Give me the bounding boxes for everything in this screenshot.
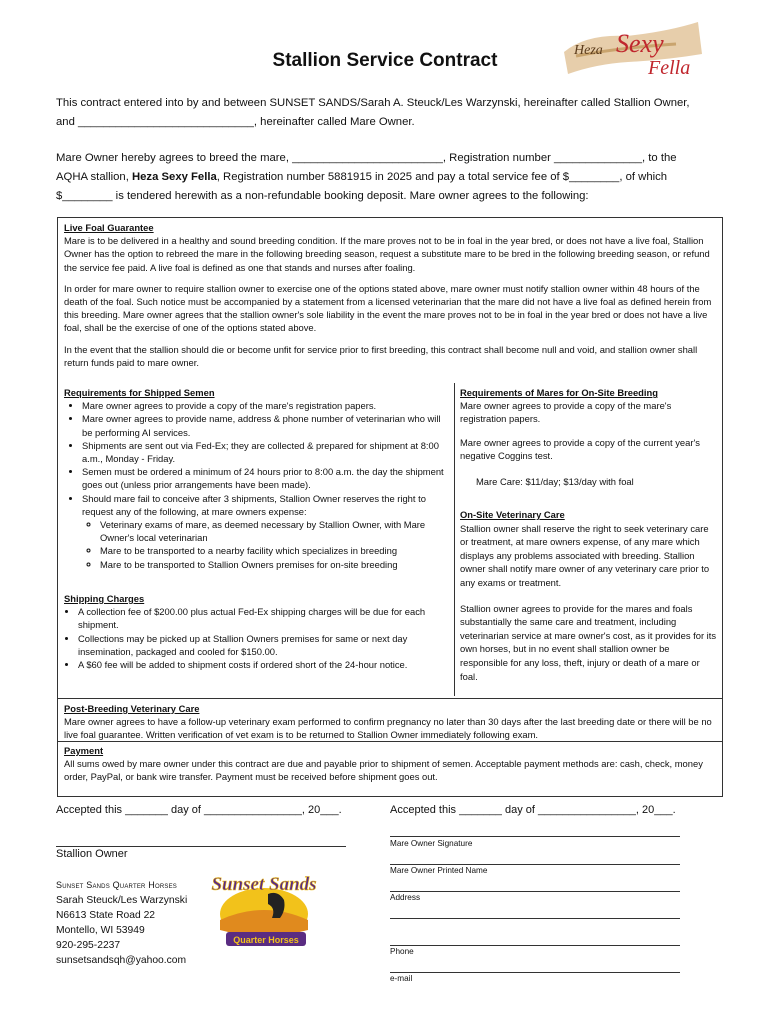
post-breeding-heading: Post-Breeding Veterinary Care	[64, 703, 200, 714]
intro-line: and ____________________________, hereinafter called Mare Owner.	[56, 116, 415, 128]
intro-paragraph-1	[56, 94, 736, 132]
intro-paragraph-2	[56, 149, 736, 206]
owner-names: Sarah Steuck/Les Warzynski	[56, 895, 188, 906]
intro-line: Mare Owner hereby agrees to breed the mare, ________________________, Registration number ______________, to the	[56, 152, 677, 164]
live-foal-text: Mare is to be delivered in a healthy and sound breeding condition. If the mare proves not to be in foal in the year bred, or does not have a live foal, Stallion Owner has the option to rebreed the mare in the following breeding season, request a substitute mare to be bred in the following breeding season, or refund the service fee paid. A live foal is defined as one that stands and nurses after foaling.	[64, 235, 710, 273]
mare-owner-printed-label: Mare Owner Printed Name	[390, 866, 488, 875]
intro-text: , Registration number 5881915 in 2025 and pay a total service fee of $________, of which	[216, 171, 668, 183]
sub-list-item: ◦ Mare to be transported to a nearby facility which specializes in breeding	[100, 544, 448, 557]
stallion-owner-label: Stallion Owner	[56, 848, 128, 860]
phone-line[interactable]	[390, 945, 680, 946]
accepted-date-left: Accepted this _______ day of ________________, 20___.	[56, 804, 342, 816]
owner-city: Montello, WI 53949	[56, 925, 145, 936]
onsite-mares-text: Mare owner agrees to provide a copy of the mare's registration papers.	[460, 400, 672, 425]
onsite-vet-section	[460, 508, 718, 683]
phone-label: Phone	[390, 947, 414, 956]
list-item: • Collections may be picked up at Stallion Owners premises for same or next day insemination, packaged and cooled for $150.00.	[78, 632, 448, 658]
address-line-2[interactable]	[390, 918, 680, 919]
section-divider	[58, 698, 722, 699]
heza-sexy-fella-logo	[556, 14, 706, 84]
shipping-charges-section	[64, 592, 448, 671]
onsite-mares-heading: Requirements of Mares for On-Site Breeding	[460, 387, 658, 398]
intro-line	[56, 168, 736, 187]
intro-line: This contract entered into by and between SUNSET SANDS/Sarah A. Steuck/Les Warzynski, hereinafter called Stallion Owner,	[56, 97, 690, 109]
svg-text:Heza: Heza	[574, 43, 603, 58]
svg-text:Sunset Sands: Sunset Sands	[211, 874, 317, 895]
address-line[interactable]	[390, 891, 680, 892]
section-divider	[58, 741, 722, 742]
onsite-vet-heading: On-Site Veterinary Care	[460, 509, 565, 520]
onsite-mares-text: Mare owner agrees to provide a copy of the current year's negative Coggins test.	[460, 436, 700, 461]
stallion-owner-signature-line[interactable]	[56, 846, 346, 847]
live-foal-section	[64, 221, 718, 369]
live-foal-text: In order for mare owner to require stallion owner to exercise one of the options stated above, mare owner must notify stallion owner within 48 hours of the death of the foal. Such notice must be accompanied by a statement from a licensed veterinarian that the mare did not have a live foal as defined herein from this breeding. Mare owner agrees that the stallion owner's sole liability in the event the mare proves not to be in foal in the year bred or does not have a live foal, shall be the exercise of one of the options stated above.	[64, 282, 712, 334]
mare-care-fee: Mare Care: $11/day; $13/day with foal	[476, 476, 634, 488]
live-foal-text: In the event that the stallion should die or become unfit for service prior to first breeding, this contract shall become null and void, and stallion owner shall return funds paid to mare owner.	[64, 343, 698, 368]
mare-owner-signature-line[interactable]	[390, 836, 680, 837]
live-foal-heading: Live Foal Guarantee	[64, 222, 154, 233]
payment-text: All sums owed by mare owner under this contract are due and payable prior to shipment of semen. Acceptable payment methods are: cash, check, money order, PayPal, or bank wire transfer. Payment must be received before shipment goes out.	[64, 758, 703, 783]
payment-heading: Payment	[64, 745, 104, 756]
list-item: • Shipments are sent out via Fed-Ex; they are collected & prepared for shipment at 8:00 a.m., Monday - Friday.	[82, 439, 448, 465]
stallion-name: Heza Sexy Fella	[131, 171, 217, 183]
shipping-heading: Shipping Charges	[64, 593, 145, 604]
shipped-semen-section	[64, 386, 448, 571]
owner-email: sunsetsandsqh@yahoo.com	[56, 955, 187, 966]
column-divider	[454, 383, 455, 696]
owner-phone: 920-295-2237	[56, 940, 121, 951]
svg-text:Fella: Fella	[648, 57, 691, 79]
mare-owner-signature-label: Mare Owner Signature	[390, 839, 473, 848]
list-item: • A collection fee of $200.00 plus actual Fed-Ex shipping charges will be due for each shipment.	[78, 605, 448, 631]
mare-owner-printed-line[interactable]	[390, 864, 680, 865]
list-item-text: Should mare fail to conceive after 3 shipments, Stallion Owner reserves the right to request any of the following, at mare owners expense:	[82, 492, 426, 517]
intro-line: $________ is tendered herewith as a non-refundable booking deposit. Mare owner agrees to the following:	[56, 190, 589, 202]
post-breeding-section	[64, 702, 718, 742]
list-item: • Mare owner agrees to provide name, address & phone number of veterinarian who will be performing AI services.	[82, 412, 448, 438]
address-label: Address	[390, 893, 421, 902]
email-line[interactable]	[390, 972, 680, 973]
sunset-sands-logo	[198, 860, 330, 952]
shipped-semen-heading: Requirements for Shipped Semen	[64, 387, 215, 398]
payment-section	[64, 744, 718, 784]
post-breeding-text: Mare owner agrees to have a follow-up veterinary exam performed to confirm pregnancy no later than 30 days after the last breeding date or there will be no live foal guarantee. Written verification of vet exam is to be returned to Stallion Owner immediately following exam.	[64, 716, 712, 741]
sub-list-item: ◦ Mare to be transported to Stallion Owners premises for on-site breeding	[100, 558, 448, 571]
onsite-vet-text: Stallion owner shall reserve the right to seek veterinary care or treatment, at mare owners expense, of any mare which displays any problems associated with breeding. Stallion owner shall notify mare owner of any veterinary care prior to any exams or treatment.	[460, 522, 710, 588]
owner-address-block	[56, 878, 187, 968]
list-item	[82, 492, 448, 571]
owner-street: N6613 State Road 22	[56, 910, 156, 921]
sub-list-item: ◦ Veterinary exams of mare, as deemed necessary by Stallion Owner, with Mare Owner's local veterinarian	[100, 518, 448, 544]
farm-name: Sunset Sands Quarter Horses	[56, 880, 177, 890]
page-title: Stallion Service Contract	[272, 50, 498, 71]
onsite-mares-section	[460, 386, 718, 488]
list-item: • A $60 fee will be added to shipment costs if ordered short of the 24-hour notice.	[78, 658, 448, 671]
email-label: e-mail	[390, 974, 413, 983]
svg-text:Quarter Horses: Quarter Horses	[233, 935, 299, 945]
svg-text:Sexy: Sexy	[616, 29, 664, 58]
list-item: • Semen must be ordered a minimum of 24 hours prior to 8:00 a.m. the day the shipment goes out (unless prior arrangements have been made).	[82, 465, 448, 491]
terms-box	[57, 217, 723, 797]
onsite-vet-text: Stallion owner agrees to provide for the mares and foals substantially the same care and treatment, including veterinarian service at mare owner's cost, as it provides for its own horses, but in no event shall stallion owner be responsible for any loss, theft, injury or death of a mare or foal.	[460, 602, 717, 682]
intro-text: AQHA stallion,	[56, 171, 132, 183]
accepted-date-right: Accepted this _______ day of ________________, 20___.	[390, 804, 676, 816]
list-item: • Mare owner agrees to provide a copy of the mare's registration papers.	[82, 399, 448, 412]
